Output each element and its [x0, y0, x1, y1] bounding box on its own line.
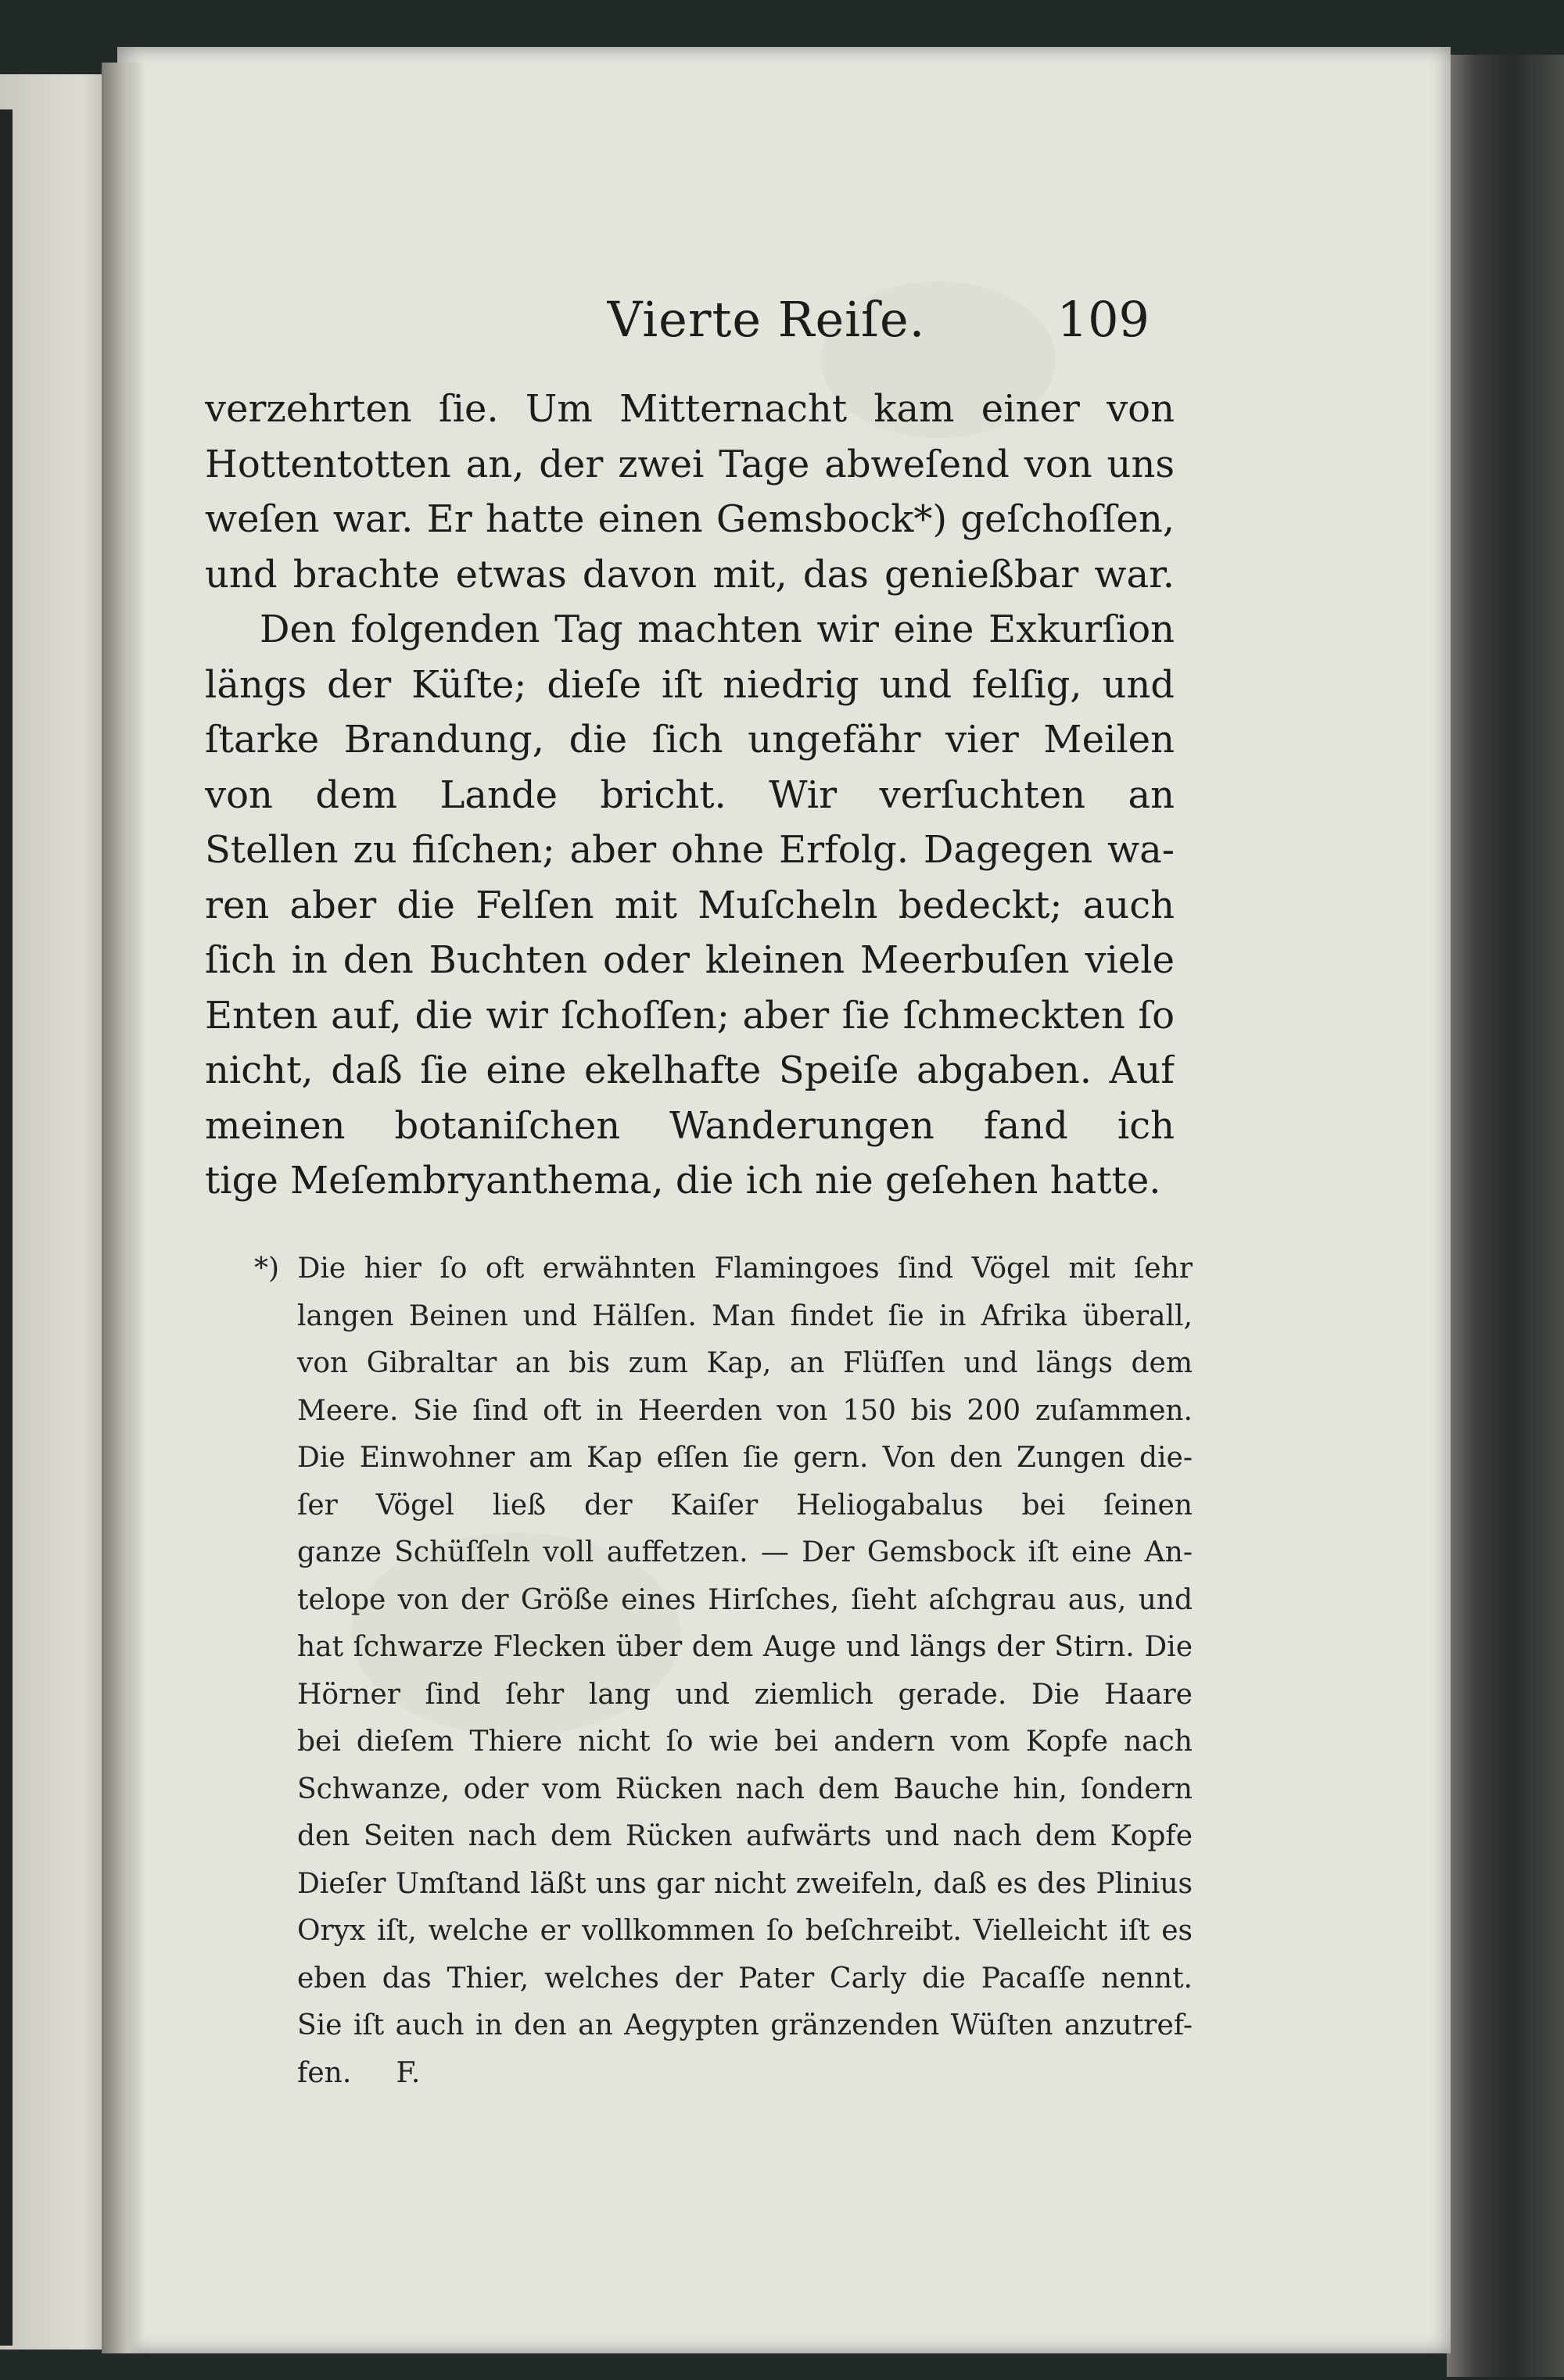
- footnote-line: bei dieſem Thiere nicht ſo wie bei andern vom Kopfe nach: [297, 1726, 1193, 1758]
- text-line: ren aber die Felſen mit Muſcheln bedeckt; auch: [205, 883, 1175, 927]
- text-line: verzehrten ſie. Um Mitternacht kam einer von: [205, 387, 1175, 431]
- footnote-line: ſer Vögel ließ der Kaiſer Heliogabalus bei ſeinen: [297, 1489, 1193, 1522]
- footnote-line: Die Einwohner am Kap eſſen ſie gern. Von den Zungen die-: [297, 1442, 1193, 1474]
- text-line: nicht, daß ſie eine ekelhafte Speiſe abgaben. Auf: [205, 1048, 1175, 1092]
- text-line: längs der Küſte; dieſe iſt niedrig und felſig, und: [205, 662, 1175, 707]
- footnote: [254, 1246, 1193, 2097]
- text-line: weſen war. Er hatte einen Gemsbock*) geſchoſſen,: [205, 497, 1175, 541]
- footnote-line: Hörner ſind ſehr lang und ziemlich gerade. Die Haare: [297, 1678, 1193, 1711]
- facing-page-edge: [0, 74, 117, 2350]
- text-line: meinen botaniſchen Wanderungen fand ich: [205, 1103, 1175, 1148]
- text-line: Den folgenden Tag machten wir eine Exkurſion: [260, 608, 1175, 651]
- text-line: Stellen zu fiſchen; aber ohne Erfolg. Dagegen wa-: [205, 828, 1175, 872]
- footnote-line: von Gibraltar an bis zum Kap, an Flüſſen und längs dem: [297, 1347, 1193, 1379]
- book-cover-edge: [1447, 55, 1564, 2377]
- text-line: und brachte etwas davon mit, das genießbar war.: [205, 552, 1175, 597]
- running-header: [117, 260, 1451, 353]
- page-gutter: [102, 63, 145, 2353]
- text-line: tige Meſembryanthema, die ich nie geſehen hatte.: [205, 1159, 1161, 1203]
- binding-shadow: [0, 109, 13, 2346]
- footnote-line: ganze Schüſſeln voll auffetzen. — Der Gemsbock iſt eine An-: [297, 1536, 1193, 1568]
- main-text: [205, 382, 1175, 1209]
- footnote-line: fen. F.: [297, 2056, 421, 2089]
- footnote-line: Oryx iſt, welche er vollkommen ſo beſchreibt. Vielleicht iſt es: [297, 1915, 1193, 1947]
- page-number: 109: [1056, 291, 1150, 348]
- footnote-line: Schwanze, oder vom Rücken nach dem Bauche hin, ſondern: [297, 1772, 1193, 1805]
- footnote-line: telope von der Größe eines Hirſches, ſieht aſchgrau aus, und: [297, 1583, 1193, 1616]
- footnote-line: eben das Thier, welches der Pater Carly die Pacaſſe nennt.: [297, 1962, 1193, 1995]
- footnote-line: hat ſchwarze Flecken über dem Auge und längs der Stirn. Die: [297, 1631, 1193, 1663]
- text-line: Enten auf, die wir ſchoſſen; aber ſie ſchmeckten ſo: [205, 993, 1175, 1038]
- text-line: Hottentotten an, der zwei Tage abweſend von uns: [205, 442, 1175, 486]
- text-line: ſtarke Brandung, die ſich ungefähr vier Meilen: [205, 718, 1175, 762]
- running-title: Vierte Reiſe.: [607, 291, 926, 348]
- footnote-line: Sie iſt auch in den an Aegypten gränzenden Wüſten anzutref-: [297, 2009, 1193, 2041]
- footnote-line: Dieſer Umſtand läßt uns gar nicht zweifeln, daß es des Plinius: [297, 1867, 1193, 1900]
- text-line: ſich in den Buchten oder kleinen Meerbuſen viele: [205, 938, 1175, 982]
- footnote-line: *) Die hier ſo oft erwähnten Flamingoes ſind Vögel mit ſehr: [254, 1253, 1193, 1285]
- footnote-line: den Seiten nach dem Rücken aufwärts und nach dem Kopfe: [297, 1820, 1193, 1852]
- footnote-line: langen Beinen und Hälſen. Man findet ſie in Afrika überall,: [297, 1299, 1193, 1332]
- footnote-line: Meere. Sie ſind oft in Heerden von 150 bis 200 zuſammen.: [297, 1394, 1193, 1427]
- book-page: [117, 47, 1451, 2353]
- text-line: von dem Lande bricht. Wir verſuchten an: [205, 772, 1175, 817]
